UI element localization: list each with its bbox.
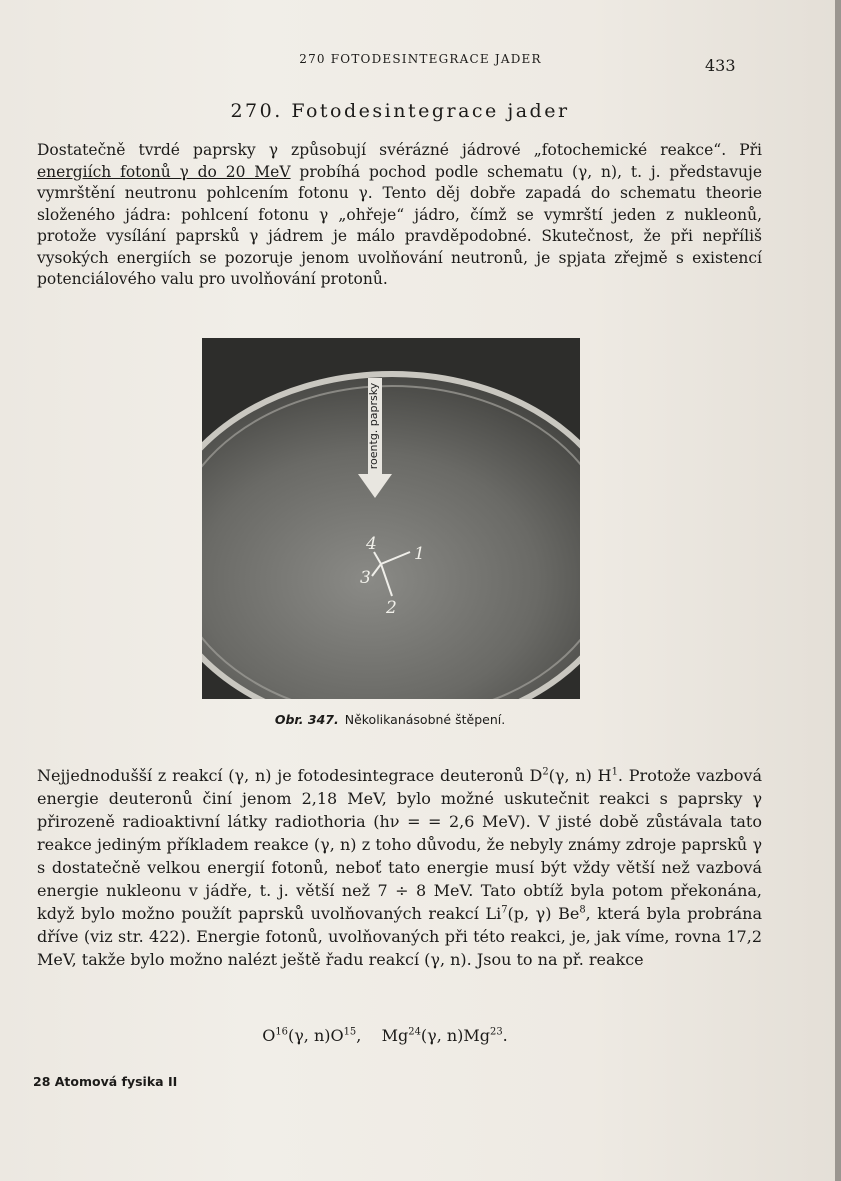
superscript-be: 8	[579, 904, 586, 916]
paragraph-deuteron-part1: Nejjednodušší z reakcí (γ, n) je fotodesintegrace deuteronů D	[37, 766, 543, 785]
figure-photo	[202, 338, 580, 699]
formula-o: O	[262, 1026, 276, 1045]
formula-sup-o15: 15	[343, 1026, 357, 1038]
caption-text: Několikanásobné štěpení.	[344, 712, 506, 727]
page-edge	[835, 0, 841, 1181]
track-label-1: 1	[414, 544, 425, 564]
track-label-2: 2	[386, 598, 397, 618]
superscript-li: 7	[501, 904, 508, 916]
formula-mid1: (γ, n)O	[287, 1026, 344, 1045]
superscript-d: 2	[542, 766, 549, 778]
running-header: 270 FOTODESINTEGRACE JADER	[299, 52, 542, 66]
paragraph-intro-part1: Dostatečně tvrdé paprsky γ způsobují svérázné jádrové „fotochemické reakce“. Při	[37, 141, 762, 159]
paragraph-intro-part2: probíhá pochod podle schematu (γ, n), t. j. představuje vymrštění neutronu pohlcením fotonu γ. Tento děj dobře zapadá do schematu theorie složeného jádra: pohlcení fotonu γ „ohřeje“ jádro, čímž se vymrští jeden z nukleonů, protože vysílání paprsků γ jádrem je málo pravděpodobné. Skutečnost, že při nepříliš vysokých energiích se pozoruje jenom uvolňování neutronů, je spjata zřejmě s existencí potenciálového valu pro uvolňování protonů.	[37, 162, 762, 288]
reaction-formula	[0, 1026, 770, 1045]
paragraph-deuteron-part2: (γ, n) H	[548, 766, 612, 785]
formula-sup-o16: 16	[275, 1026, 288, 1038]
formula-end: .	[502, 1026, 508, 1045]
formula-sep: , Mg	[356, 1026, 409, 1045]
section-title: 270. Fotodesintegrace jader	[230, 100, 570, 122]
paragraph-deuteron-part5: , která byla probrána dříve (viz str. 422). Energie fotonů, uvolňovaných při této reakci, je, jak víme, rovna 17,2 MeV, takže bylo možno nalézt ještě řadu reakcí (γ, n). Jsou to na př. reakce	[37, 904, 763, 969]
arrow-label: roentg. paprsky	[367, 382, 380, 470]
superscript-h: 1	[611, 766, 618, 778]
figure-photo-drawing	[202, 338, 580, 699]
caption-number: Obr. 347.	[274, 712, 339, 727]
figure-caption	[0, 712, 780, 727]
paragraph-intro	[37, 140, 762, 291]
formula-mid2: (γ, n)Mg	[420, 1026, 491, 1045]
paragraph-deuteron	[37, 764, 762, 971]
formula-sup-mg24: 24	[408, 1026, 421, 1038]
underlined-phrase: energiích fotonů γ do 20 MeV	[37, 162, 291, 181]
track-label-3: 3	[360, 568, 371, 588]
paragraph-deuteron-part3: . Protože vazbová energie deuteronů činí jenom 2,18 MeV, bylo možné uskutečnit reakci s paprsky γ přirozeně radioaktivní látky radiothoria (hν = = 2,6 MeV). V jisté době zůstávala tato reakce jediným příkladem reakce (γ, n) z toho důvodu, že nebyly známy zdroje paprsků γ s dostatečně velkou energií fotonů, neboť tato energie musí být vždy větší než vazbová energie nukleonu v jádře, t. j. větší než 7 ÷ 8 MeV. Tato obtíž byla potom překonána, když bylo možno použít paprsků uvolňovaných reakcí Li	[37, 766, 763, 923]
page-number: 433	[705, 56, 736, 75]
track-label-4: 4	[366, 534, 377, 554]
formula-sup-mg23: 23	[490, 1026, 503, 1038]
signature-mark: 28 Atomová fysika II	[33, 1074, 178, 1089]
paragraph-deuteron-part4: (p, γ) Be	[507, 904, 580, 923]
emulsion-plate	[202, 374, 580, 699]
